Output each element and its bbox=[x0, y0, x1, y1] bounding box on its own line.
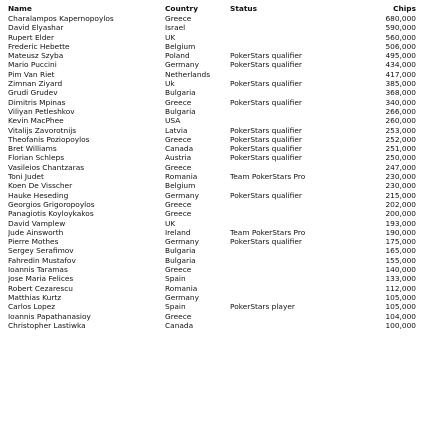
player-status bbox=[230, 181, 350, 190]
player-status: PokerStars player bbox=[230, 302, 295, 312]
player-name: David Vamplew bbox=[8, 218, 66, 228]
player-status: PokerStars qualifier bbox=[230, 79, 302, 89]
header-name: Name bbox=[8, 4, 32, 13]
player-name: Panagiotis Koyloykakos bbox=[8, 209, 94, 219]
player-status bbox=[230, 321, 350, 330]
table-row bbox=[8, 256, 416, 265]
player-chips: 260,000 bbox=[385, 116, 416, 126]
table-row bbox=[8, 153, 416, 162]
player-country: UK bbox=[165, 218, 176, 228]
table-row bbox=[8, 228, 416, 237]
table-row bbox=[8, 79, 416, 88]
player-chips: 193,000 bbox=[385, 218, 416, 228]
header-status: Status bbox=[230, 4, 258, 13]
player-status bbox=[230, 42, 350, 51]
player-chips: 340,000 bbox=[385, 97, 416, 107]
player-chips: 385,000 bbox=[385, 79, 416, 89]
player-status bbox=[230, 116, 350, 125]
table-row bbox=[8, 181, 416, 190]
player-country: UK bbox=[165, 32, 176, 42]
player-country: Germany bbox=[165, 60, 199, 70]
player-country: Greece bbox=[165, 209, 192, 219]
player-name: Zimnan Ziyard bbox=[8, 79, 63, 89]
player-name: Theofanis Poziopoylos bbox=[8, 134, 90, 144]
player-chips: 252,000 bbox=[385, 134, 416, 144]
player-status bbox=[230, 293, 350, 302]
table-row bbox=[8, 98, 416, 107]
player-name: Rupert Elder bbox=[8, 32, 55, 42]
table-row bbox=[8, 144, 416, 153]
player-name: Kevin MacPhee bbox=[8, 116, 64, 126]
table-row bbox=[8, 42, 416, 51]
player-chips: 215,000 bbox=[385, 190, 416, 200]
player-name: Sergey Serafimov bbox=[8, 246, 74, 256]
player-country: Greece bbox=[165, 14, 192, 23]
table-row bbox=[8, 246, 416, 255]
player-name: Robert Cezarescu bbox=[8, 283, 73, 293]
player-chips: 560,000 bbox=[385, 32, 416, 42]
player-chips: 247,000 bbox=[385, 162, 416, 172]
table-row bbox=[8, 312, 416, 321]
player-name: Vasileios Chantzaras bbox=[8, 162, 85, 172]
table-row bbox=[8, 60, 416, 69]
table-row bbox=[8, 70, 416, 79]
player-country: Bulgaria bbox=[165, 246, 196, 256]
player-name: Ioannis Taramas bbox=[8, 265, 68, 275]
player-chips: 155,000 bbox=[385, 255, 416, 265]
player-chips: 680,000 bbox=[385, 14, 416, 23]
player-status bbox=[230, 33, 350, 42]
player-status bbox=[230, 274, 350, 283]
player-status bbox=[230, 23, 350, 32]
player-chips: 112,000 bbox=[385, 283, 416, 293]
player-chips: 253,000 bbox=[385, 125, 416, 135]
table-row bbox=[8, 191, 416, 200]
player-status: PokerStars qualifier bbox=[230, 237, 302, 247]
player-status bbox=[230, 163, 350, 172]
player-country: Uk bbox=[165, 79, 175, 89]
player-country: Netherlands bbox=[165, 69, 211, 79]
player-name: Vitalijs Zavorotnijs bbox=[8, 125, 77, 135]
player-chips: 434,000 bbox=[385, 60, 416, 70]
player-name: Jude Ainsworth bbox=[8, 227, 64, 237]
player-country: Spain bbox=[165, 302, 186, 312]
player-chips: 590,000 bbox=[385, 23, 416, 33]
header-country: Country bbox=[165, 4, 199, 13]
table-row bbox=[8, 265, 416, 274]
player-chips: 105,000 bbox=[385, 302, 416, 312]
player-name: Jose Maria Felices bbox=[8, 274, 74, 284]
player-country: Germany bbox=[165, 292, 199, 302]
player-name: Matthias Kurtz bbox=[8, 292, 62, 302]
player-status: PokerStars qualifier bbox=[230, 51, 302, 61]
player-country: Bulgaria bbox=[165, 255, 196, 265]
player-status bbox=[230, 246, 350, 255]
player-country: Latvia bbox=[165, 125, 188, 135]
table-row bbox=[8, 321, 416, 330]
player-country: Belgium bbox=[165, 41, 196, 51]
player-name: Pim Van Riet bbox=[8, 69, 55, 79]
player-status bbox=[230, 265, 350, 274]
header-row bbox=[8, 4, 416, 14]
player-status bbox=[230, 219, 350, 228]
table-row bbox=[8, 293, 416, 302]
player-status: PokerStars qualifier bbox=[230, 144, 302, 154]
player-status: PokerStars qualifier bbox=[230, 125, 302, 135]
player-name: Georgios Grigoropoylos bbox=[8, 199, 95, 209]
table-row bbox=[8, 219, 416, 228]
player-status: PokerStars qualifier bbox=[230, 97, 302, 107]
player-country: Romania bbox=[165, 172, 198, 182]
chip-counts-panel bbox=[8, 4, 416, 330]
player-chips: 175,000 bbox=[385, 237, 416, 247]
player-country: Greece bbox=[165, 265, 192, 275]
player-country: Israel bbox=[165, 23, 186, 33]
table-row bbox=[8, 51, 416, 60]
player-status bbox=[230, 14, 350, 23]
table-row bbox=[8, 88, 416, 97]
player-chips: 105,000 bbox=[385, 292, 416, 302]
player-chips: 368,000 bbox=[385, 88, 416, 98]
player-status bbox=[230, 209, 350, 218]
player-chips: 104,000 bbox=[385, 311, 416, 321]
table-body bbox=[8, 14, 416, 330]
player-chips: 165,000 bbox=[385, 246, 416, 256]
player-name: Viliyan Petleshkov bbox=[8, 106, 75, 116]
player-status bbox=[230, 312, 350, 321]
player-name: Ioannis Papathanasioy bbox=[8, 311, 91, 321]
player-country: USA bbox=[165, 116, 181, 126]
player-name: Fahredin Mustafov bbox=[8, 255, 76, 265]
player-country: Romania bbox=[165, 283, 198, 293]
player-status: PokerStars qualifier bbox=[230, 134, 302, 144]
table-row bbox=[8, 33, 416, 42]
table-row bbox=[8, 126, 416, 135]
table-row bbox=[8, 172, 416, 181]
player-country: Belgium bbox=[165, 181, 196, 191]
chip-counts-table bbox=[8, 4, 416, 330]
player-chips: 230,000 bbox=[385, 181, 416, 191]
player-country: Germany bbox=[165, 190, 199, 200]
player-name: David Elyashar bbox=[8, 23, 64, 33]
player-country: Greece bbox=[165, 311, 192, 321]
player-chips: 495,000 bbox=[385, 51, 416, 61]
table-row bbox=[8, 302, 416, 311]
player-country: Bulgaria bbox=[165, 106, 196, 116]
player-country: Greece bbox=[165, 97, 192, 107]
player-name: Pierre Mothes bbox=[8, 237, 59, 247]
player-status: Team PokerStars Pro bbox=[230, 227, 306, 237]
table-row bbox=[8, 200, 416, 209]
player-name: Charalampos Kapernopoylos bbox=[8, 14, 114, 23]
player-country: Greece bbox=[165, 162, 192, 172]
player-status bbox=[230, 88, 350, 97]
player-status bbox=[230, 70, 350, 79]
table-row bbox=[8, 284, 416, 293]
player-chips: 417,000 bbox=[385, 69, 416, 79]
player-name: Grudi Grudev bbox=[8, 88, 58, 98]
player-country: Poland bbox=[165, 51, 190, 61]
player-country: Bulgaria bbox=[165, 88, 196, 98]
player-chips: 133,000 bbox=[385, 274, 416, 284]
player-name: Toni Judet bbox=[8, 172, 44, 182]
table-row bbox=[8, 209, 416, 218]
player-status: PokerStars qualifier bbox=[230, 190, 302, 200]
table-row bbox=[8, 107, 416, 116]
player-status bbox=[230, 200, 350, 209]
player-status bbox=[230, 284, 350, 293]
player-status: PokerStars qualifier bbox=[230, 60, 302, 70]
player-chips: 202,000 bbox=[385, 199, 416, 209]
player-status: Team PokerStars Pro bbox=[230, 172, 306, 182]
player-country: Ireland bbox=[165, 227, 191, 237]
player-name: Christopher Lastiwka bbox=[8, 320, 86, 330]
player-name: Frederic Hebette bbox=[8, 41, 70, 51]
player-name: Koen De Visscher bbox=[8, 181, 73, 191]
player-country: Canada bbox=[165, 144, 194, 154]
table-row bbox=[8, 237, 416, 246]
player-name: Mateusz Szyba bbox=[8, 51, 64, 61]
player-chips: 140,000 bbox=[385, 265, 416, 275]
player-name: Hauke Heseding bbox=[8, 190, 69, 200]
table-row bbox=[8, 116, 416, 125]
player-chips: 251,000 bbox=[385, 144, 416, 154]
player-name: Dimitris Mpinas bbox=[8, 97, 66, 107]
table-row bbox=[8, 135, 416, 144]
player-chips: 266,000 bbox=[385, 106, 416, 116]
player-country: Greece bbox=[165, 199, 192, 209]
player-country: Spain bbox=[165, 274, 186, 284]
player-name: Bret Williams bbox=[8, 144, 57, 154]
player-name: Mario Puccini bbox=[8, 60, 57, 70]
player-chips: 200,000 bbox=[385, 209, 416, 219]
player-name: Carlos Lopez bbox=[8, 302, 56, 312]
player-status: PokerStars qualifier bbox=[230, 153, 302, 163]
player-country: Austria bbox=[165, 153, 192, 163]
table-row bbox=[8, 163, 416, 172]
player-chips: 506,000 bbox=[385, 41, 416, 51]
table-row bbox=[8, 274, 416, 283]
player-chips: 190,000 bbox=[385, 227, 416, 237]
player-status bbox=[230, 256, 350, 265]
player-name: Florian Schleps bbox=[8, 153, 65, 163]
player-chips: 100,000 bbox=[385, 320, 416, 330]
table-row bbox=[8, 14, 416, 23]
player-status bbox=[230, 107, 350, 116]
player-country: Greece bbox=[165, 134, 192, 144]
header-chips: Chips bbox=[393, 4, 416, 13]
player-chips: 250,000 bbox=[385, 153, 416, 163]
player-country: Canada bbox=[165, 320, 194, 330]
player-country: Germany bbox=[165, 237, 199, 247]
table-row bbox=[8, 23, 416, 32]
player-chips: 230,000 bbox=[385, 172, 416, 182]
